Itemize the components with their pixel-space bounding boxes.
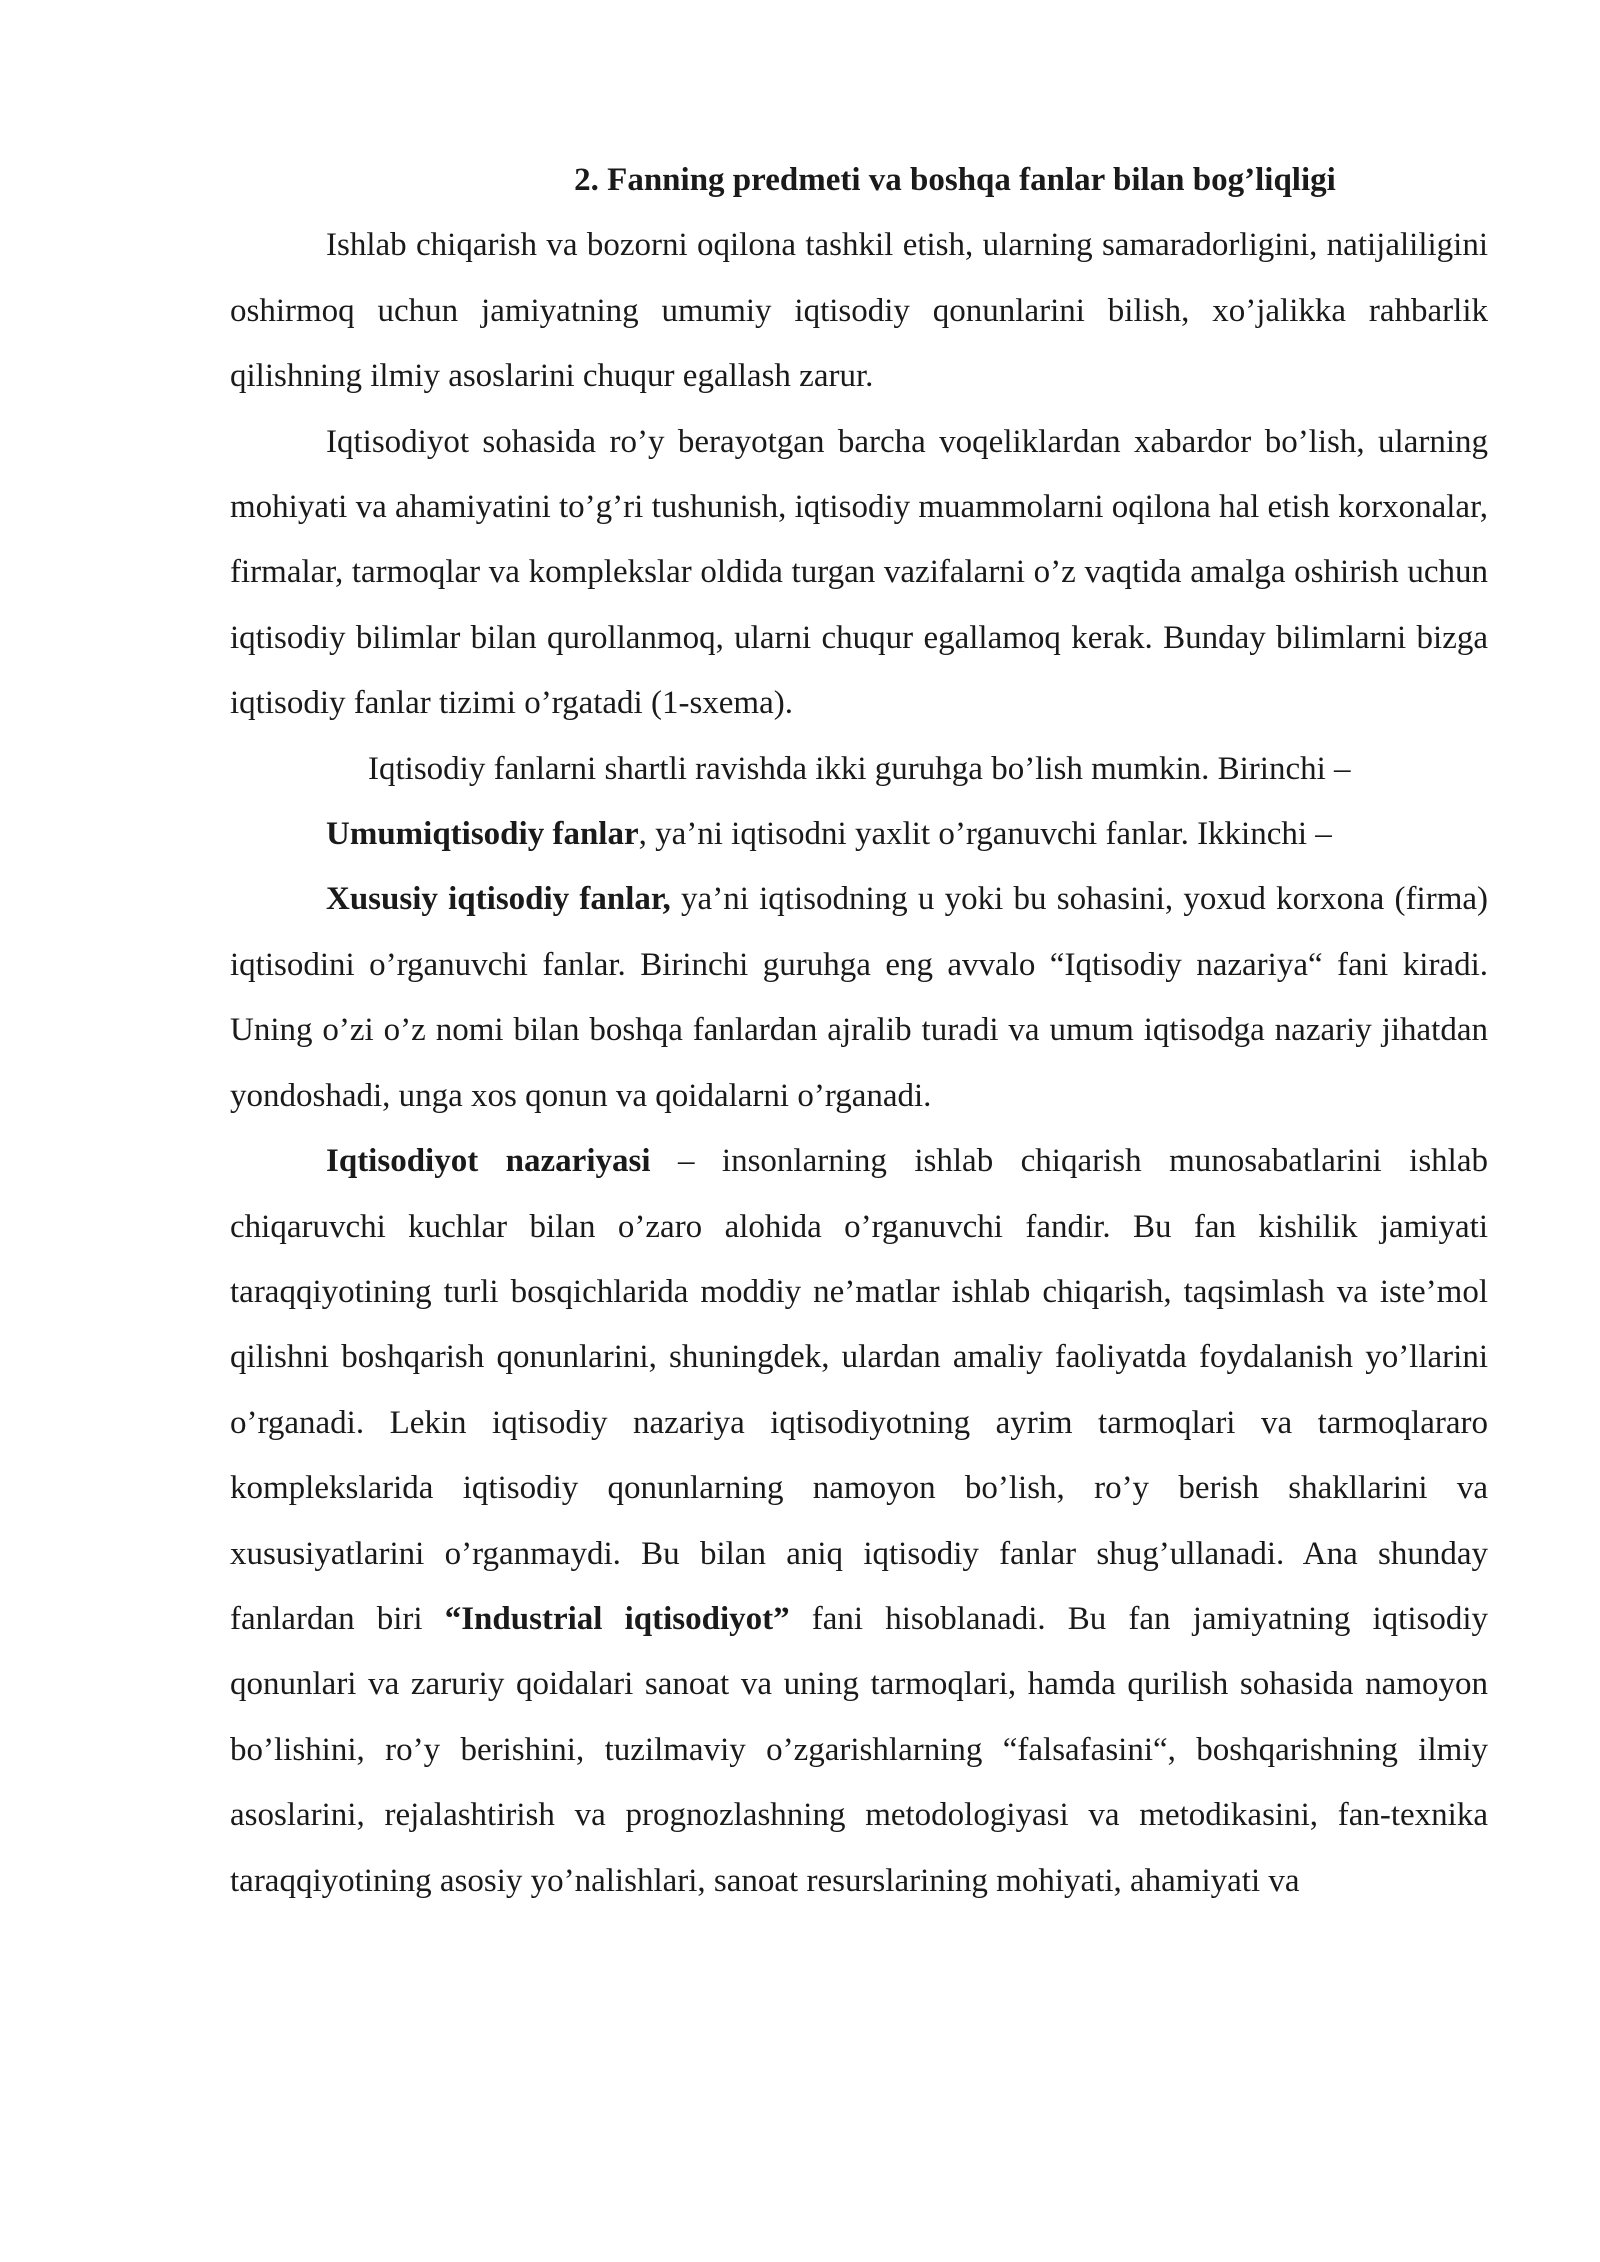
- paragraph-4: [230, 802, 1488, 867]
- paragraph-6: [230, 1129, 1488, 1914]
- paragraph-6-text: – insonlarning ishlab chiqarish munosabatlarini ishlab chiqaruvchi kuchlar bilan o’zaro alohida o’rganuvchi fandir. Bu fan kishilik jamiyati taraqqiyotining turli bosqichlarida moddiy ne’matlar ishlab chiqarish, taqsimlash va iste’mol qilishni boshqarish qonunlarini, shuningdek, ulardan amaliy faoliyatda foydalanish yo’llarini o’rganadi. Lekin iqtisodiy nazariya iqtisodiyotning ayrim tarmoqlari va tarmoqlararo komplekslarida iqtisodiy qonunlarning namoyon bo’lish, ro’y berish shakllarini va xususiyatlarini o’rganmaydi. Bu bilan aniq iqtisodiy fanlar shug’ullanadi. Ana shunday fanlardan biri: [230, 1143, 1488, 1637]
- paragraph-1: Ishlab chiqarish va bozorni oqilona tashkil etish, ularning samaradorligini, natijaliligini oshirmoq uchun jamiyatning umumiy iqtisodiy qonunlarini bilish, xo’jalikka rahbarlik qilishning ilmiy asoslarini chuqur egallash zarur.: [230, 227, 1488, 395]
- bold-term-industrial-iqtisodiyot: “Industrial iqtisodiyot”: [444, 1600, 790, 1637]
- paragraph-5-text: ya’ni iqtisodning u yoki bu sohasini, yoxud korxona (firma) iqtisodini o’rganuvchi fanlar. Birinchi guruhga eng avvalo “Iqtisodiy nazariya“ fani kiradi. Uning o’zi o’z nomi bilan boshqa fanlardan ajralib turadi va umum iqtisodga nazariy jihatdan yondoshadi, unga xos qonun va qoidalarni o’rganadi.: [230, 881, 1488, 1114]
- bold-term-iqtisodiyot-nazariyasi: Iqtisodiyot nazariyasi: [326, 1143, 651, 1180]
- paragraph-4-text: , ya’ni iqtisodni yaxlit o’rganuvchi fanlar. Ikkinchi –: [638, 816, 1332, 853]
- paragraph-3: Iqtisodiy fanlarni shartli ravishda ikki guruhga bo’lish mumkin. Birinchi –: [368, 750, 1351, 787]
- bold-term-umumiqtisodiy: Umumiqtisodiy fanlar: [326, 816, 639, 853]
- section-title: 2. Fanning predmeti va boshqa fanlar bilan bog’liqligi: [574, 162, 1336, 198]
- document-page: [230, 148, 1488, 1914]
- paragraph-6-text-continued: fani hisoblanadi. Bu fan jamiyatning iqtisodiy qonunlari va zaruriy qoidalari sanoat va uning tarmoqlari, hamda qurilish sohasida namoyon bo’lishini, ro’y berishini, tuzilmaviy o’zgarishlarning “falsafasini“, boshqarishning ilmiy asoslarini, rejalashtirish va prognozlashning metodologiyasi va metodikasini, fan-texnika taraqqiyotining asosiy yo’nalishlari, sanoat resurslarining mohiyati, ahamiyati va: [230, 1600, 1489, 1899]
- bold-term-xususiy: Xususiy iqtisodiy fanlar,: [326, 881, 671, 918]
- paragraph-5: [230, 867, 1488, 1129]
- paragraph-2: Iqtisodiyot sohasida ro’y berayotgan barcha voqeliklardan xabardor bo’lish, ularning mohiyati va ahamiyatini to’g’ri tushunish, iqtisodiy muammolarni oqilona hal etish korxonalar, firmalar, tarmoqlar va komplekslar oldida turgan vazifalarni o’z vaqtida amalga oshirish uchun iqtisodiy bilimlar bilan qurollanmoq, ularni chuqur egallamoq kerak. Bunday bilimlarni bizga iqtisodiy fanlar tizimi o’rgatadi (1-sxema).: [230, 423, 1488, 722]
